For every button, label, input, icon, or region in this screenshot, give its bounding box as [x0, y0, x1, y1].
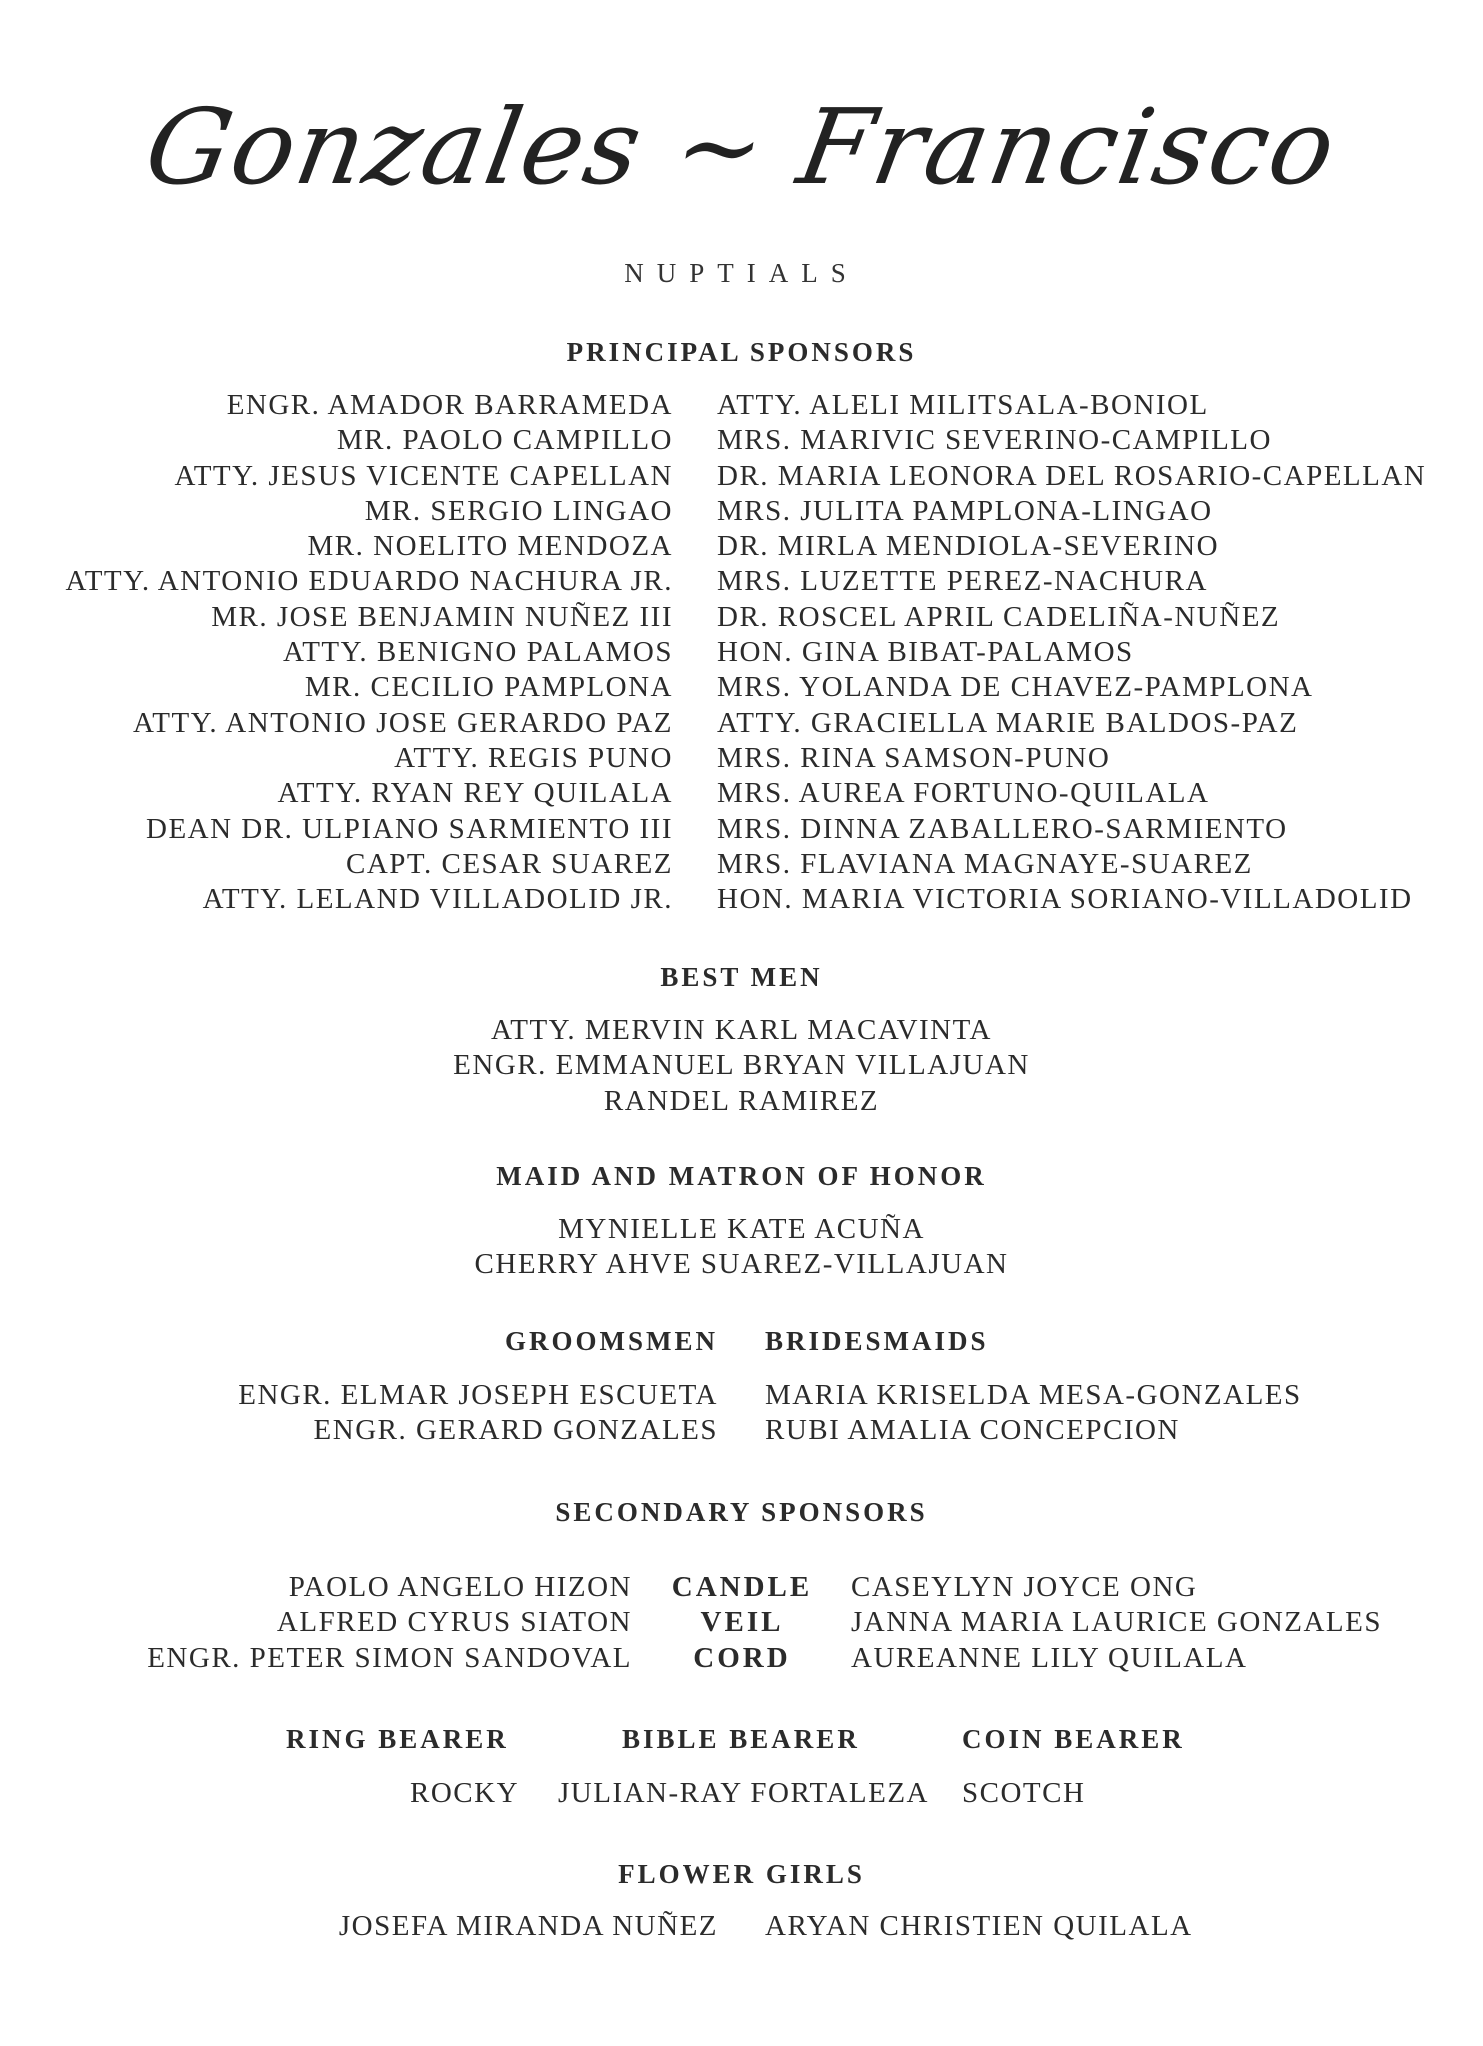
best-man-name: ATTY. MERVIN KARL MACAVINTA: [491, 1014, 992, 1046]
bible-bearer-heading: BIBLE BEARER: [622, 1724, 860, 1754]
flower-girl-name: JOSEFA MIRANDA NUÑEZ: [338, 1910, 718, 1942]
bridesmaid-name: MARIA KRISELDA MESA-GONZALES: [765, 1379, 1302, 1411]
sponsor-name: MRS. DINNA ZABALLERO-SARMIENTO: [717, 812, 1288, 845]
coin-bearer-name: SCOTCH: [962, 1777, 1086, 1809]
secondary-sponsor-name: PAOLO ANGELO HIZON: [288, 1571, 632, 1603]
cord-role-label: CORD: [693, 1641, 791, 1674]
sponsor-name: ATTY. GRACIELLA MARIE BALDOS-PAZ: [717, 706, 1299, 739]
sponsor-name: CAPT. CESAR SUAREZ: [346, 847, 673, 880]
principal-sponsors-right-column: [717, 388, 1426, 917]
best-man-name: ENGR. EMMANUEL BRYAN VILLAJUAN: [453, 1049, 1030, 1082]
candle-role-label: CANDLE: [671, 1571, 813, 1603]
sponsor-name: MRS. MARIVIC SEVERINO-CAMPILLO: [717, 424, 1272, 457]
sponsor-name: DEAN DR. ULPIANO SARMIENTO III: [146, 812, 673, 845]
sponsor-name: DR. MIRLA MENDIOLA-SEVERINO: [717, 530, 1220, 563]
sponsor-name: ATTY. REGIS PUNO: [394, 741, 673, 774]
ring-bearer-name: ROCKY: [410, 1777, 520, 1809]
groomsman-name: ENGR. GERARD GONZALES: [313, 1414, 718, 1447]
bridesmaid-name: RUBI AMALIA CONCEPCION: [765, 1414, 1180, 1447]
sponsor-name: ATTY. ANTONIO JOSE GERARDO PAZ: [133, 706, 673, 739]
sponsor-name: MRS. LUZETTE PEREZ-NACHURA: [717, 565, 1208, 598]
sponsor-name: ATTY. BENIGNO PALAMOS: [282, 636, 673, 669]
sponsor-name: MR. JOSE BENJAMIN NUÑEZ III: [211, 600, 673, 633]
ring-bearer-heading: RING BEARER: [286, 1724, 509, 1754]
sponsor-name: MR. CECILIO PAMPLONA: [304, 671, 673, 704]
sponsor-name: ATTY. ANTONIO EDUARDO NACHURA JR.: [65, 565, 673, 598]
secondary-sponsor-name: JANNA MARIA LAURICE GONZALES: [851, 1606, 1382, 1639]
flower-girl-name: ARYAN CHRISTIEN QUILALA: [765, 1910, 1193, 1942]
principal-sponsors-left-column: [65, 388, 673, 917]
sponsor-name: MRS. YOLANDA DE CHAVEZ-PAMPLONA: [717, 671, 1314, 704]
sponsor-name: MRS. AUREA FORTUNO-QUILALA: [717, 777, 1210, 810]
sponsor-name: HON. GINA BIBAT-PALAMOS: [717, 636, 1134, 669]
groomsmen-heading: GROOMSMEN: [505, 1326, 718, 1356]
groomsman-name: ENGR. ELMAR JOSEPH ESCUETA: [238, 1379, 718, 1411]
maid-matron-heading: MAID AND MATRON OF HONOR: [496, 1161, 987, 1191]
groomsmen-list: [238, 1378, 718, 1449]
flower-girl-left: [339, 1909, 718, 1944]
best-man-name: RANDEL RAMIREZ: [603, 1084, 880, 1117]
bible-bearer-name: JULIAN-RAY FORTALEZA: [558, 1777, 929, 1809]
couple-title: Gonzales ~ Francisco: [136, 86, 1347, 208]
best-men-list: [0, 1013, 1483, 1119]
flower-girl-right: [765, 1909, 1193, 1944]
bridesmaids-heading: BRIDESMAIDS: [765, 1326, 989, 1356]
secondary-sponsor-name: ENGR. PETER SIMON SANDOVAL: [147, 1641, 632, 1674]
principal-sponsors-heading: PRINCIPAL SPONSORS: [566, 337, 917, 367]
veil-role-label: VEIL: [700, 1606, 784, 1639]
secondary-sponsors-right-column: [851, 1570, 1382, 1676]
sponsor-name: MR. SERGIO LINGAO: [364, 494, 673, 527]
secondary-sponsors-heading: SECONDARY SPONSORS: [555, 1497, 928, 1527]
flower-girls-heading: FLOWER GIRLS: [618, 1859, 865, 1889]
nuptials-subtitle: NUPTIALS: [624, 258, 859, 288]
bridesmaids-list: [765, 1378, 1302, 1449]
sponsor-name: DR. ROSCEL APRIL CADELIÑA-NUÑEZ: [717, 600, 1281, 633]
sponsor-name: MRS. JULITA PAMPLONA-LINGAO: [717, 494, 1213, 527]
sponsor-name: ATTY. ALELI MILITSALA-BONIOL: [717, 389, 1209, 421]
honor-attendant-name: MYNIELLE KATE ACUÑA: [558, 1213, 925, 1245]
sponsor-name: MR. NOELITO MENDOZA: [307, 530, 673, 563]
secondary-sponsors-left-column: [147, 1570, 632, 1676]
sponsor-name: DR. MARIA LEONORA DEL ROSARIO-CAPELLAN: [717, 459, 1427, 492]
sponsor-name: ATTY. RYAN REY QUILALA: [277, 777, 673, 810]
sponsor-name: ATTY. LELAND VILLADOLID JR.: [202, 883, 673, 916]
sponsor-name: HON. MARIA VICTORIA SORIANO-VILLADOLID: [717, 883, 1413, 916]
honor-attendant-name: CHERRY AHVE SUAREZ-VILLAJUAN: [474, 1248, 1009, 1281]
secondary-sponsor-roles: [662, 1570, 822, 1676]
sponsor-name: MRS. RINA SAMSON-PUNO: [717, 741, 1111, 774]
sponsor-name: MR. PAOLO CAMPILLO: [336, 424, 673, 457]
sponsor-name: ENGR. AMADOR BARRAMEDA: [226, 389, 673, 421]
maid-matron-list: [0, 1212, 1483, 1283]
secondary-sponsor-name: AUREANNE LILY QUILALA: [851, 1641, 1248, 1674]
secondary-sponsor-name: CASEYLYN JOYCE ONG: [851, 1571, 1198, 1603]
coin-bearer-heading: COIN BEARER: [962, 1724, 1185, 1754]
sponsor-name: ATTY. JESUS VICENTE CAPELLAN: [174, 459, 673, 492]
secondary-sponsor-name: ALFRED CYRUS SIATON: [276, 1606, 632, 1639]
best-men-heading: BEST MEN: [660, 962, 823, 992]
sponsor-name: MRS. FLAVIANA MAGNAYE-SUAREZ: [717, 847, 1253, 880]
